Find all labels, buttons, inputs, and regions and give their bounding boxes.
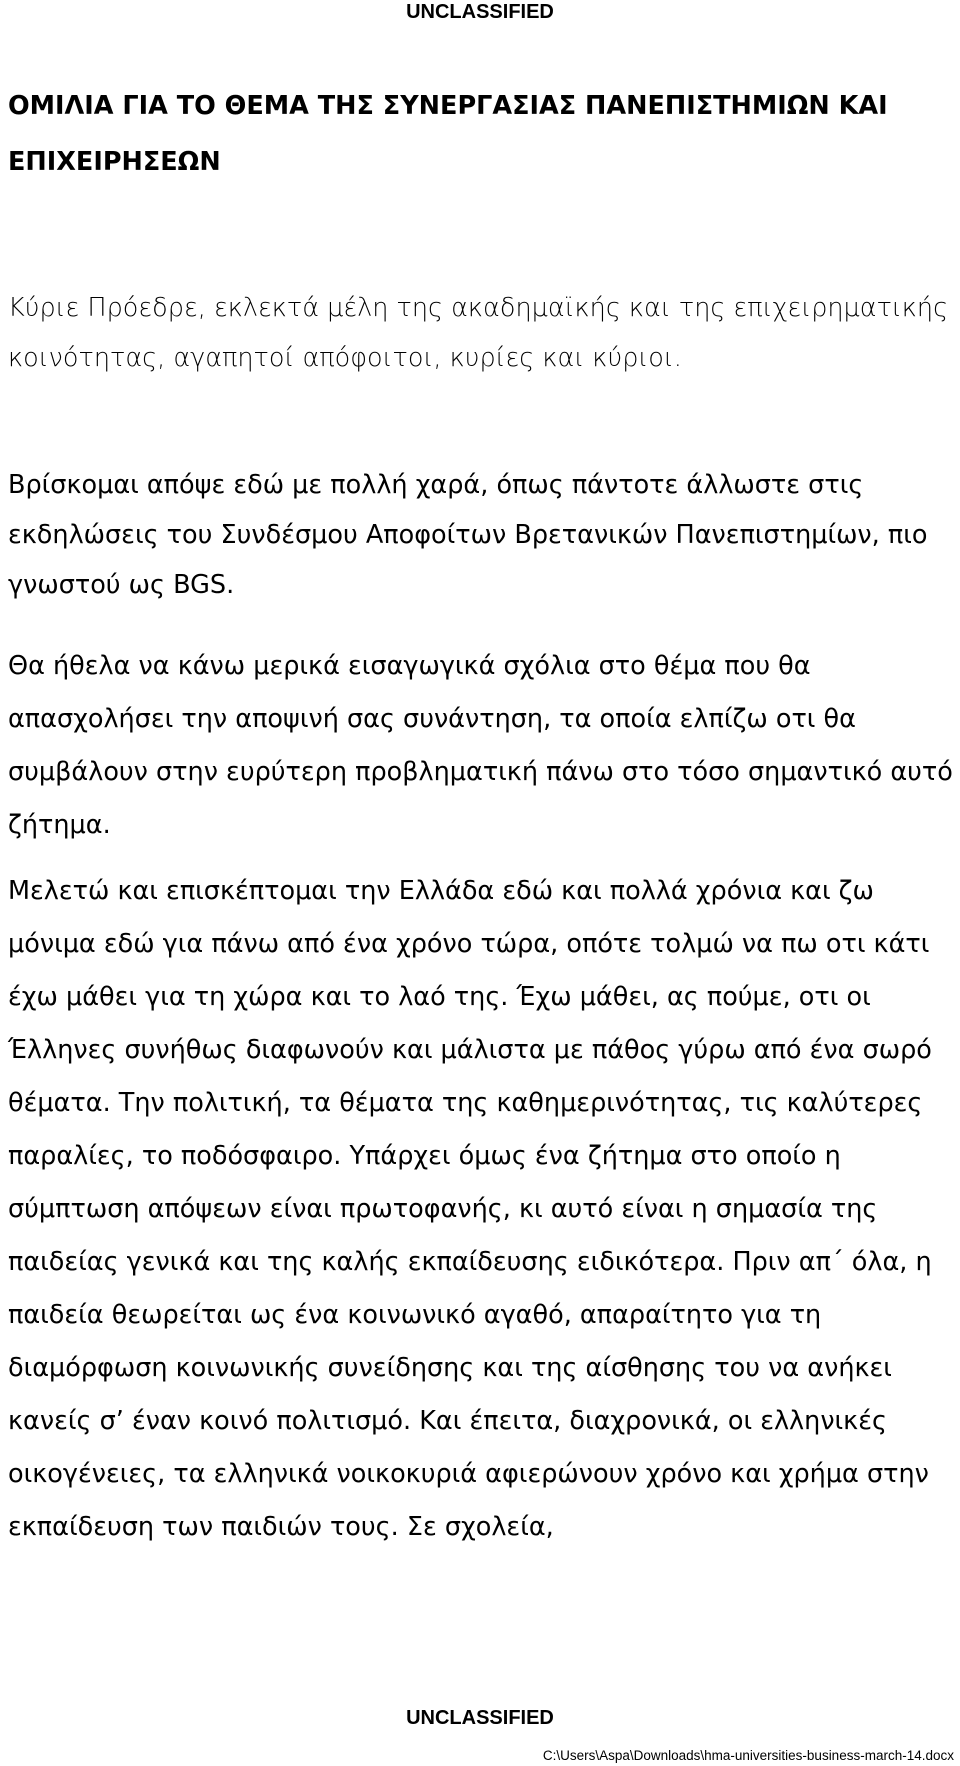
paragraph-greeting: Κύριε Πρόεδρε, εκλεκτά μέλη της ακαδημαϊκής και της επιχειρηματικής κοινότητας, αγαπητοί απόφοιτοι, κυρίες και κύριοι. (8, 293, 949, 373)
classification-footer: UNCLASSIFIED (406, 1707, 554, 1729)
file-path-footer: C:\Users\Aspa\Downloads\hma-universities-business-march-14.docx (542, 1748, 954, 1763)
paragraph-greece-education: Μελετώ και επισκέπτομαι την Ελλάδα εδώ και πολλά χρόνια και ζω μόνιμα εδώ για πάνω από ένα χρόνο τώρα, οπότε τολμώ να πω οτι κάτι έχω μάθει για τη χώρα και το λαό της. Έχω μάθει, ας πούμε, οτι οι Έλληνες συνήθως διαφωνούν και μάλιστα με πάθος γύρω από ένα σωρό θέματα. Την πολιτική, τα θέματα της καθημερινότητας, τις καλύτερες παραλίες, το ποδόσφαιρο. Υπάρχει όμως ένα ζήτημα στο οποίο η σύμπτωση απόψεων είναι πρωτοφανής, κι αυτό είναι η σημασία της παιδείας γενικά και της καλής εκπαίδευσης ειδικότερα. Πριν απ΄ όλα, η παιδεία θεωρείται ως ένα κοινωνικό αγαθό, απαραίτητο για τη διαμόρφωση κοινωνικής συνείδησης και της αίσθησης του να ανήκει κανείς σ’ έναν κοινό πολιτισμό. Και έπειτα, διαχρονικά, οι ελληνικές οικογένειες, τα ελληνικά νοικοκυριά αφιερώνουν χρόνο και χρήμα στην εκπαίδευση των παιδιών τους. Σε σχολεία, (8, 876, 932, 1542)
classification-header: UNCLASSIFIED (406, 1, 554, 23)
document-title: ΟΜΙΛΙΑ ΓΙΑ ΤΟ ΘΕΜΑ ΤΗΣ ΣΥΝΕΡΓΑΣΙΑΣ ΠΑΝΕΠΙΣΤΗΜΙΩΝ ΚΑΙ ΕΠΙΧΕΙΡΗΣΕΩΝ (8, 91, 888, 177)
paragraph-topic: Θα ήθελα να κάνω μερικά εισαγωγικά σχόλια στο θέμα που θα απασχολήσει την αποψινή σας συνάντηση, τα οποία ελπίζω οτι θα συμβάλουν στην ευρύτερη προβληματική πάνω στο τόσο σημαντικό αυτό ζήτημα. (8, 651, 953, 840)
paragraph-intro: Βρίσκομαι απόψε εδώ με πολλή χαρά, όπως πάντοτε άλλωστε στις εκδηλώσεις του Συνδέσμου Αποφοίτων Βρετανικών Πανεπιστημίων, πιο γνωστού ως BGS. (8, 470, 928, 600)
